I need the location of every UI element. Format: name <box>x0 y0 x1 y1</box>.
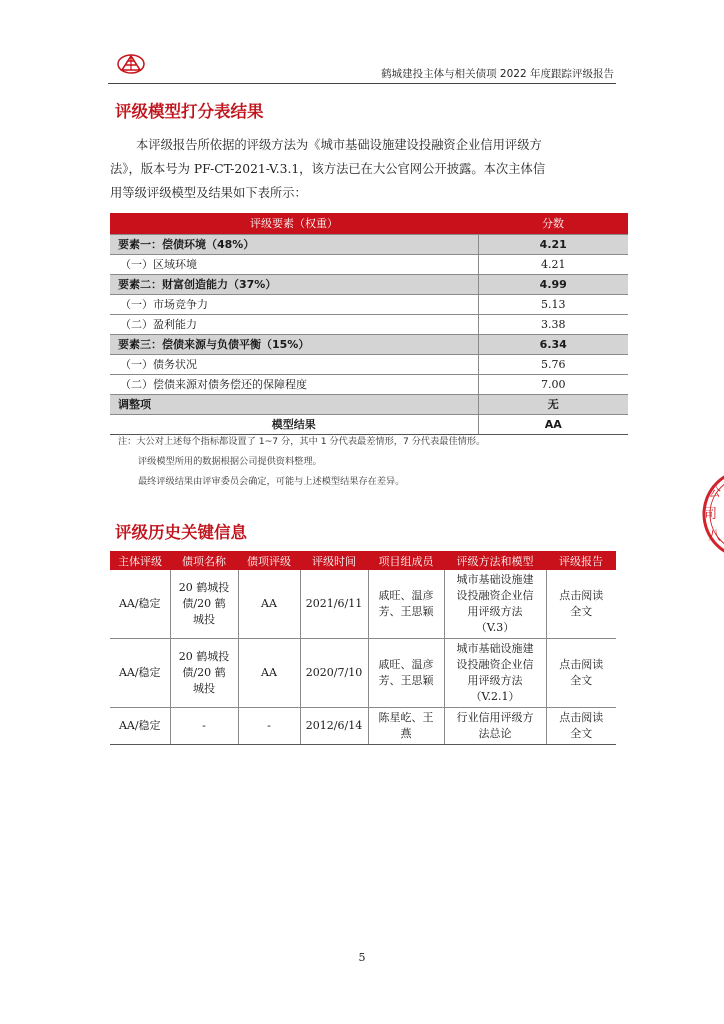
method-cell <box>444 570 546 639</box>
method-cell-line: 设投融资企业信 <box>456 589 534 602</box>
note-line: 最终评级结果由评审委员会确定，可能与上述模型结果存在差异。 <box>138 476 405 487</box>
method-cell-line: 城市基础设施建 <box>456 573 534 586</box>
header-score: 分数 <box>478 213 628 234</box>
issuer-rating-cell: AA/稳定 <box>110 639 170 708</box>
header-bond-name: 债项名称 <box>170 551 238 570</box>
report-header-title: 鹤城建投主体与相关债项 2022 年度跟踪评级报告 <box>381 68 614 80</box>
company-logo-icon <box>116 52 146 76</box>
score-row-factor: 模型结果 <box>110 414 478 434</box>
paragraph-line: 法》，版本号为 PF-CT-2021-V.3.1，该方法已在大公官网公开披露。本次主体信 <box>110 162 546 176</box>
read-report-link-line[interactable]: 全文 <box>570 727 593 740</box>
history-row <box>110 570 616 639</box>
score-row <box>110 414 628 434</box>
header-report: 评级报告 <box>546 551 616 570</box>
note-line: 注：大公对上述每个指标都设置了 1~7 分，其中 1 分代表最差情形，7 分代表最佳情形。 <box>118 436 486 447</box>
score-row-value: 无 <box>478 394 628 414</box>
bond-rating-cell: - <box>238 708 300 745</box>
method-cell-line: 城市基础设施建 <box>456 642 534 655</box>
header-bond-rating: 债项评级 <box>238 551 300 570</box>
score-row-value: 5.76 <box>478 354 628 374</box>
bond-name-cell-line: 城投 <box>193 613 215 626</box>
history-table-header <box>110 551 616 570</box>
read-report-link-line[interactable]: 全文 <box>570 605 593 618</box>
score-row-factor: （二）偿债来源对债务偿还的保障程度 <box>110 374 478 394</box>
team-members-cell <box>368 570 444 639</box>
seal-char: 司 <box>704 507 718 522</box>
paragraph-line: 用等级评级模型及结果如下表所示： <box>110 186 307 200</box>
score-row <box>110 394 628 414</box>
score-row <box>110 374 628 394</box>
score-row-factor: （二）盈利能力 <box>110 314 478 334</box>
bond-name-cell-line: - <box>202 719 206 732</box>
rating-date-cell: 2020/7/10 <box>300 639 368 708</box>
history-row <box>110 708 616 745</box>
rating-history-table <box>110 551 616 745</box>
rating-date-cell: 2012/6/14 <box>300 708 368 745</box>
bond-rating-cell: AA <box>238 570 300 639</box>
team-members-cell-line: 芳、王思颖 <box>378 674 434 687</box>
section-title-rating-history: 评级历史关键信息 <box>115 523 247 542</box>
team-members-cell-line: 戚旺、温彦 <box>378 658 434 671</box>
score-row <box>110 354 628 374</box>
seal-char: 公 <box>708 485 722 500</box>
read-report-link-line[interactable]: 点击阅读 <box>559 589 604 602</box>
team-members-cell-line: 戚旺、温彦 <box>378 589 434 602</box>
paragraph-line: 本评级报告所依据的评级方法为《城市基础设施建设投融资企业信用评级方 <box>136 138 542 152</box>
bond-name-cell-line: 20 鹤城投 <box>178 650 230 663</box>
bond-name-cell-line: 债/20 鹤 <box>182 666 226 679</box>
team-members-cell <box>368 708 444 745</box>
score-row-value: 4.99 <box>478 274 628 294</box>
method-cell <box>444 708 546 745</box>
bond-name-cell <box>170 639 238 708</box>
issuer-rating-cell: AA/稳定 <box>110 570 170 639</box>
read-report-link-line[interactable]: 点击阅读 <box>559 711 604 724</box>
bond-name-cell <box>170 708 238 745</box>
team-members-cell <box>368 639 444 708</box>
team-members-cell-line: 芳、王思颖 <box>378 605 434 618</box>
section-title-model-score: 评级模型打分表结果 <box>115 102 264 121</box>
score-row-value: 6.34 <box>478 334 628 354</box>
score-row <box>110 294 628 314</box>
score-row-factor: 要素一：偿债环境（48%） <box>110 234 478 254</box>
header-rating-date: 评级时间 <box>300 551 368 570</box>
page-number: 5 <box>358 951 366 964</box>
method-cell-line: 行业信用评级方 <box>456 711 534 724</box>
method-cell-line: 用评级方法 <box>467 605 523 618</box>
score-row-value: 5.13 <box>478 294 628 314</box>
method-cell-line: 用评级方法 <box>467 674 523 687</box>
table-notes <box>118 432 485 492</box>
company-seal-stamp <box>700 466 724 562</box>
read-report-link[interactable] <box>546 708 616 745</box>
bond-name-cell-line: 城投 <box>193 682 215 695</box>
score-row <box>110 274 628 294</box>
score-row-value: 4.21 <box>478 254 628 274</box>
page-header <box>108 52 616 84</box>
bond-name-cell-line: 债/20 鹤 <box>182 597 226 610</box>
method-cell-line: （V.2.1） <box>470 690 520 703</box>
note-line: 评级模型所用的数据根据公司提供资料整理。 <box>138 456 322 467</box>
header-factor: 评级要素（权重） <box>110 213 478 234</box>
read-report-link[interactable] <box>546 639 616 708</box>
score-row-value: 3.38 <box>478 314 628 334</box>
score-row-value: 4.21 <box>478 234 628 254</box>
score-row-value: AA <box>478 414 628 434</box>
header-method-model: 评级方法和模型 <box>444 551 546 570</box>
intro-paragraph <box>110 133 618 205</box>
header-issuer-rating: 主体评级 <box>110 551 170 570</box>
header-team-members: 项目组成员 <box>368 551 444 570</box>
bond-rating-cell: AA <box>238 639 300 708</box>
score-row-factor: （一）市场竞争力 <box>110 294 478 314</box>
team-members-cell-line: 陈星屹、王 <box>378 711 434 724</box>
read-report-link[interactable] <box>546 570 616 639</box>
score-row-value: 7.00 <box>478 374 628 394</box>
rating-date-cell: 2021/6/11 <box>300 570 368 639</box>
read-report-link-line[interactable]: 全文 <box>570 674 593 687</box>
score-row <box>110 334 628 354</box>
score-row-factor: （一）区域环境 <box>110 254 478 274</box>
history-row <box>110 639 616 708</box>
team-members-cell-line: 燕 <box>400 727 412 740</box>
score-row-factor: 调整项 <box>110 394 478 414</box>
method-cell-line: （V.3） <box>475 621 515 634</box>
method-cell <box>444 639 546 708</box>
bond-name-cell <box>170 570 238 639</box>
score-row-factor: 要素二：财富创造能力（37%） <box>110 274 478 294</box>
issuer-rating-cell: AA/稳定 <box>110 708 170 745</box>
read-report-link-line[interactable]: 点击阅读 <box>559 658 604 671</box>
score-row-factor: 要素三：偿债来源与负债平衡（15%） <box>110 334 478 354</box>
method-cell-line: 设投融资企业信 <box>456 658 534 671</box>
score-row <box>110 254 628 274</box>
score-row-factor: （一）债务状况 <box>110 354 478 374</box>
method-cell-line: 法总论 <box>478 727 512 740</box>
score-row <box>110 314 628 334</box>
score-table <box>110 213 628 435</box>
bond-name-cell-line: 20 鹤城投 <box>178 581 230 594</box>
score-table-header <box>110 213 628 234</box>
score-row <box>110 234 628 254</box>
seal-char: 八 <box>708 529 722 544</box>
